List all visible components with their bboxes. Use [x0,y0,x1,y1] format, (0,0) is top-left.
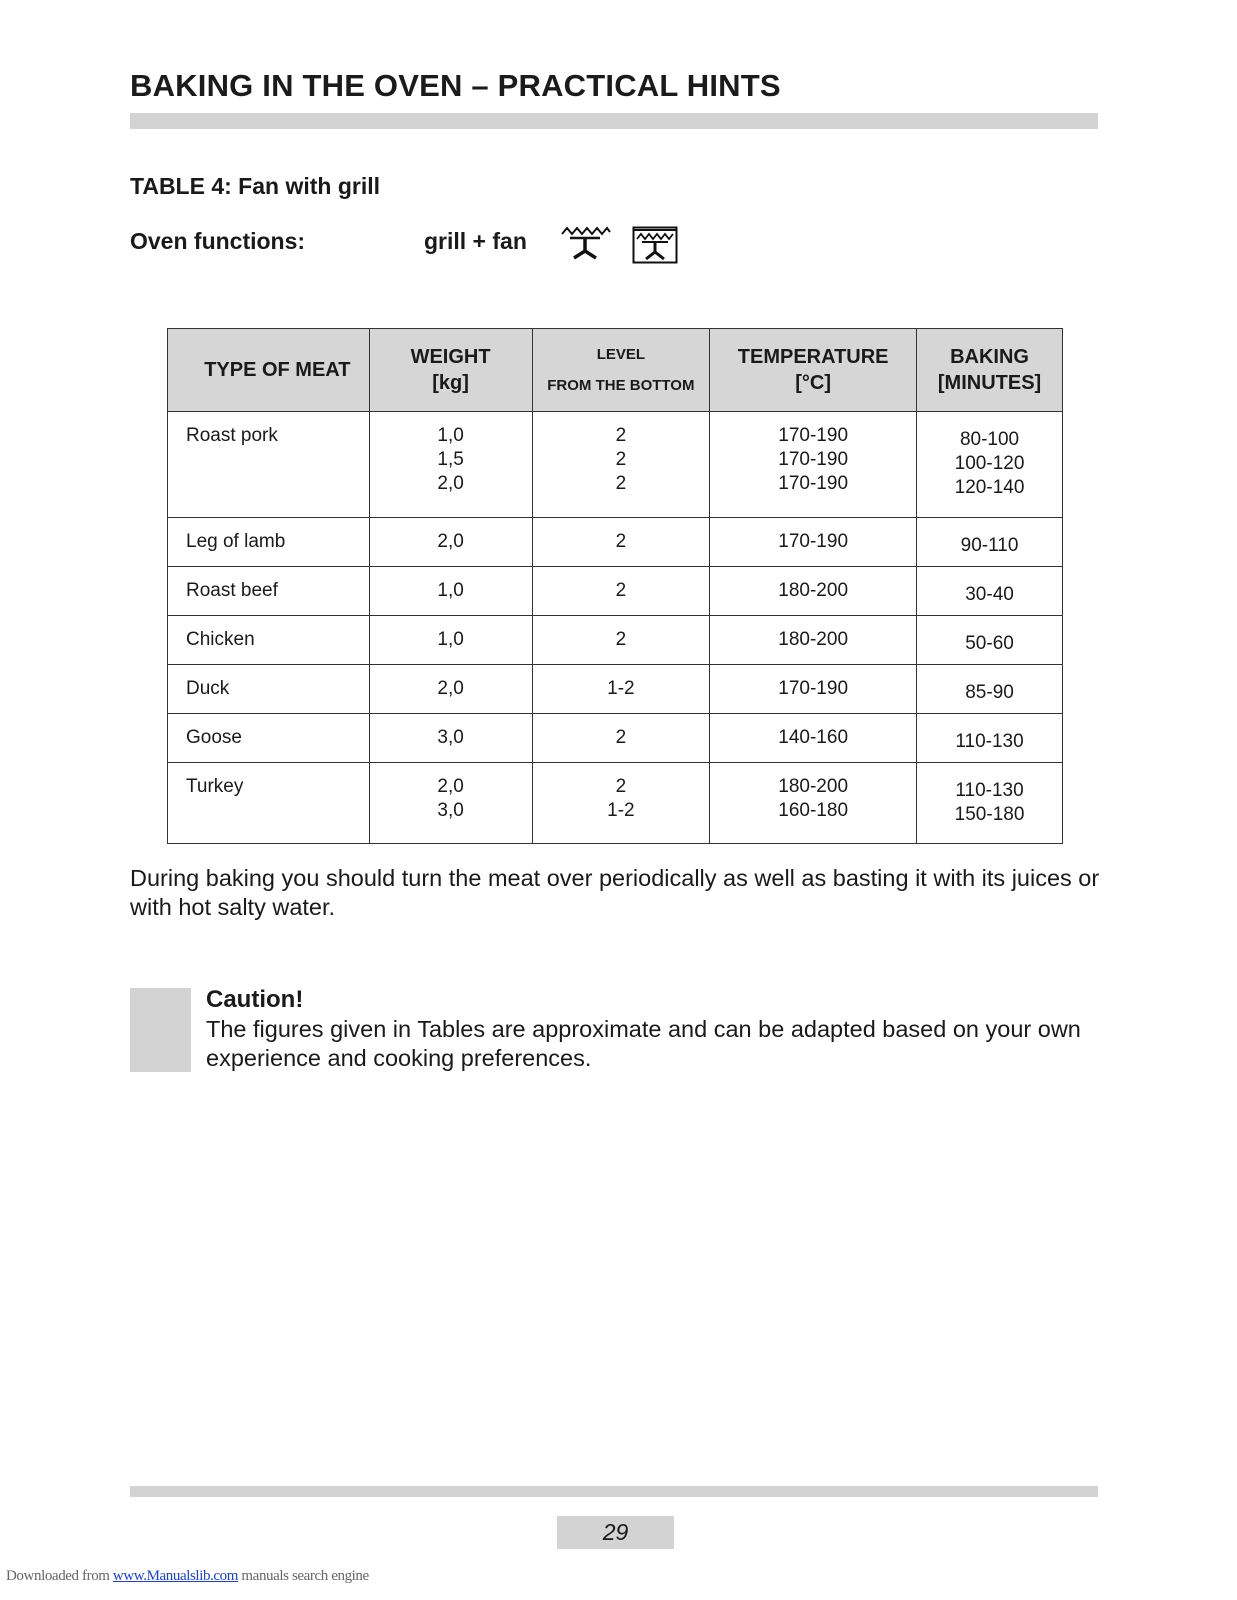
baking-value: 50-60 [965,633,1014,654]
page-number: 29 [557,1516,674,1549]
header-weight [369,329,532,412]
cell-baking [917,714,1063,763]
baking-value: 150-180 [954,804,1025,825]
weight-value: 2,0 [437,776,464,797]
baking-value: 100-120 [954,453,1025,474]
download-suffix: manuals search engine [238,1568,369,1584]
header-level-line: LEVEL [596,346,646,363]
header-baking-unit: [MINUTES] [937,372,1042,394]
oven-functions-label: Oven functions: [130,228,306,254]
header-level [532,329,710,412]
cell-level [532,763,710,844]
temperature-value: 160-180 [778,800,849,821]
cell-meat: Roast pork [168,412,370,518]
baking-value: 90-110 [960,535,1019,556]
header-meat: TYPE OF MEAT [168,329,370,412]
level-value: 2 [615,425,627,446]
cell-level [532,714,710,763]
level-value: 2 [615,580,627,601]
cell-baking [917,412,1063,518]
cell-weight [369,412,532,518]
weight-value: 1,0 [437,580,464,601]
cell-weight [369,714,532,763]
level-value: 1-2 [607,678,635,699]
cell-baking [917,616,1063,665]
table-row [168,412,1063,518]
cell-weight [369,665,532,714]
header-weight-line: WEIGHT [410,346,491,368]
temperature-value: 170-190 [778,678,849,699]
cell-level [532,665,710,714]
cell-baking [917,518,1063,567]
cell-weight [369,567,532,616]
level-value: 2 [615,727,627,748]
level-value: 2 [615,531,627,552]
cell-level [532,518,710,567]
table-row [168,714,1063,763]
cell-temperature [710,567,917,616]
header-level-sub: FROM THE BOTTOM [547,377,695,394]
caution-title: Caution! [206,986,304,1013]
weight-value: 1,0 [437,629,464,650]
level-value: 1-2 [607,800,635,821]
level-value: 2 [615,776,627,797]
cell-temperature [710,763,917,844]
weight-value: 3,0 [437,800,464,821]
temperature-value: 180-200 [778,629,849,650]
cell-meat: Roast beef [168,567,370,616]
level-value: 2 [615,629,627,650]
header-baking [917,329,1063,412]
weight-value: 2,0 [437,531,464,552]
temperature-value: 140-160 [778,727,849,748]
cell-level [532,616,710,665]
cell-temperature [710,518,917,567]
grill-fan-icon [560,224,612,260]
cell-level [532,412,710,518]
cell-meat: Turkey [168,763,370,844]
cell-baking [917,665,1063,714]
temperature-value: 170-190 [778,531,849,552]
cell-temperature [710,714,917,763]
download-prefix: Downloaded from [6,1568,113,1584]
level-value: 2 [615,473,627,494]
baking-value: 85-90 [965,682,1014,703]
download-note [6,1568,369,1585]
manualslib-link[interactable]: www.Manualslib.com [112,1568,239,1584]
weight-value: 1,5 [437,449,464,470]
cell-temperature [710,412,917,518]
table-row [168,665,1063,714]
table-row [168,567,1063,616]
baking-note: During baking you should turn the meat over periodically as well as basting it with its juices or with hot salty water. [130,865,1100,920]
table-heading: TABLE 4: Fan with grill [130,173,381,199]
baking-value: 80-100 [959,429,1020,450]
header-temperature [710,329,917,412]
baking-value: 110-130 [955,780,1024,801]
header-temperature-unit: [°C] [795,372,832,394]
weight-value: 3,0 [437,727,464,748]
level-value: 2 [615,449,627,470]
cell-baking [917,763,1063,844]
cell-meat: Goose [168,714,370,763]
meat-baking-table [167,328,1063,844]
baking-value: 120-140 [954,477,1025,498]
oven-functions-value: grill + fan [424,228,527,254]
table-body [168,412,1063,844]
table-row [168,518,1063,567]
cell-weight [369,518,532,567]
grill-fan-boxed-icon [632,226,678,264]
baking-value: 110-130 [955,731,1024,752]
cell-temperature [710,665,917,714]
weight-value: 2,0 [437,678,464,699]
page-title: BAKING IN THE OVEN – PRACTICAL HINTS [130,68,781,103]
cell-meat: Chicken [168,616,370,665]
header-baking-line: BAKING [950,346,1029,368]
header-temperature-line: TEMPERATURE [737,346,889,368]
caution-marker [130,988,191,1072]
cell-meat: Leg of lamb [168,518,370,567]
temperature-value: 170-190 [778,449,849,470]
temperature-value: 170-190 [778,473,849,494]
temperature-value: 180-200 [778,580,849,601]
temperature-value: 180-200 [778,776,849,797]
table-header-row [168,329,1063,412]
footer-divider [130,1486,1098,1497]
cell-meat: Duck [168,665,370,714]
temperature-value: 170-190 [778,425,849,446]
weight-value: 2,0 [437,473,464,494]
cell-weight [369,616,532,665]
weight-value: 1,0 [437,425,464,446]
cell-level [532,567,710,616]
table-row [168,763,1063,844]
baking-value: 30-40 [965,584,1014,605]
cell-weight [369,763,532,844]
header-weight-unit: [kg] [432,372,469,394]
caution-text: The figures given in Tables are approximate and can be adapted based on your own experience and cooking preferences. [206,1016,1081,1071]
cell-baking [917,567,1063,616]
title-divider [130,113,1098,129]
cell-temperature [710,616,917,665]
table-row [168,616,1063,665]
